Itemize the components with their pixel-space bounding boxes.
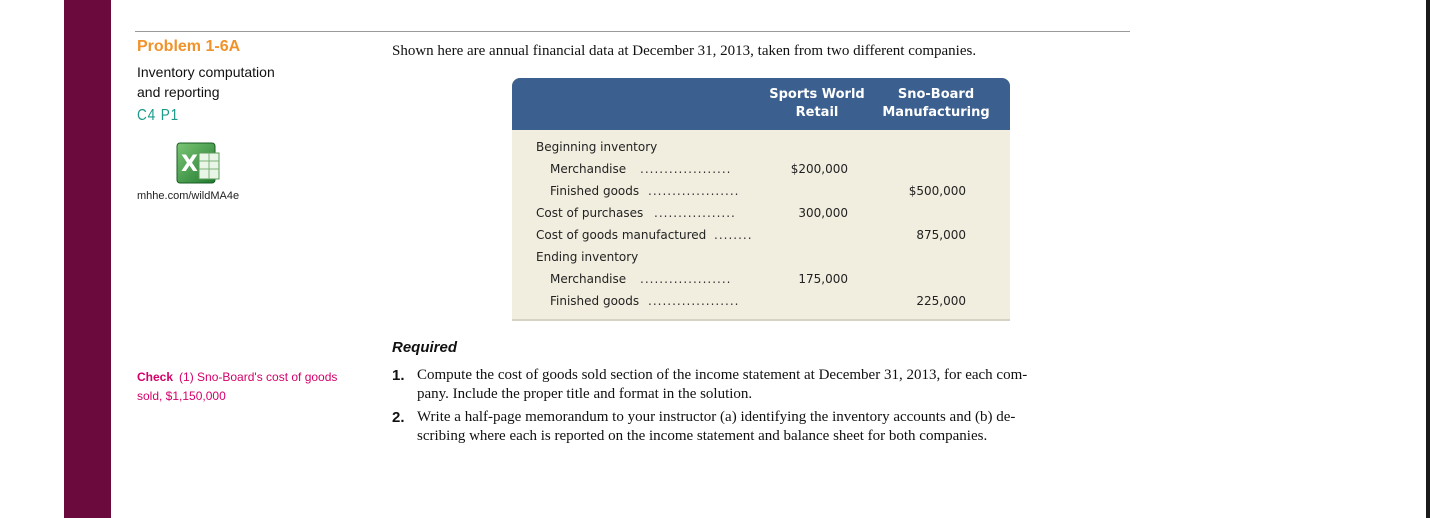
row-label: Merchandise [550, 272, 627, 286]
table-row [512, 182, 1010, 204]
website-link[interactable]: mhhe.com/wildMA4e [137, 190, 240, 202]
row-label: Finished goods [550, 294, 640, 308]
check-text: (1) Sno-Board's cost of goods sold, $1,150,000 [137, 370, 338, 403]
requirement-text: Compute the cost of goods sold section of the income statement at December 31, 2013, for each com- pany. Include the proper title and format in the solution. [417, 367, 1028, 402]
leader-dots: ................... [640, 272, 732, 286]
table-row [512, 226, 1010, 248]
table-header [512, 78, 1010, 130]
leader-dots: ................... [640, 162, 732, 176]
svg-text:X: X [181, 152, 198, 177]
required-heading: Required [392, 339, 458, 356]
row-label: Finished goods [550, 184, 640, 198]
requirement-number: 2. [392, 409, 405, 426]
table-row [512, 270, 1010, 292]
leader-dots: ................... [648, 184, 740, 198]
requirement-text: Write a half-page memorandum to your instructor (a) identifying the inventory accounts and (b) de- scribing where each is reported on the income statement and balance sheet for both companies. [417, 409, 1016, 444]
row-label: Ending inventory [536, 250, 639, 264]
left-margin-bar [64, 0, 111, 518]
table-row [512, 160, 1010, 182]
value-sports-world: 300,000 [798, 206, 848, 220]
value-sports-world: 175,000 [798, 272, 848, 286]
value-sports-world: $200,000 [790, 162, 848, 176]
problem-subtitle: Inventory computation and reporting [137, 64, 275, 100]
leader-dots: ................. [654, 206, 736, 220]
value-sno-board: $500,000 [908, 184, 966, 198]
problem-title: Problem 1-6A [137, 38, 241, 55]
learning-objective-codes: C4 P1 [137, 107, 180, 124]
row-label: Beginning inventory [536, 140, 658, 154]
column-header-sno-board: Sno-Board Manufacturing [882, 87, 990, 120]
check-label: Check [137, 370, 174, 384]
excel-icon[interactable] [175, 141, 221, 185]
table-row [512, 138, 1010, 160]
row-label: Merchandise [550, 162, 627, 176]
leader-dots: ........ [714, 228, 753, 242]
requirement-number: 1. [392, 367, 405, 384]
table-row [512, 248, 1010, 270]
check-note [137, 368, 357, 406]
table-row [512, 292, 1010, 314]
row-label: Cost of goods manufactured [536, 228, 707, 242]
table-row [512, 204, 1010, 226]
top-rule [135, 31, 1130, 32]
row-label: Cost of purchases [536, 206, 644, 220]
leader-dots: ................... [648, 294, 740, 308]
value-sno-board: 875,000 [916, 228, 966, 242]
column-header-sports-world: Sports World Retail [769, 87, 865, 120]
right-edge-border [1426, 0, 1430, 518]
financial-data-table [512, 78, 1010, 319]
problem-intro: Shown here are annual financial data at December 31, 2013, taken from two different companies. [392, 43, 977, 59]
value-sno-board: 225,000 [916, 294, 966, 308]
